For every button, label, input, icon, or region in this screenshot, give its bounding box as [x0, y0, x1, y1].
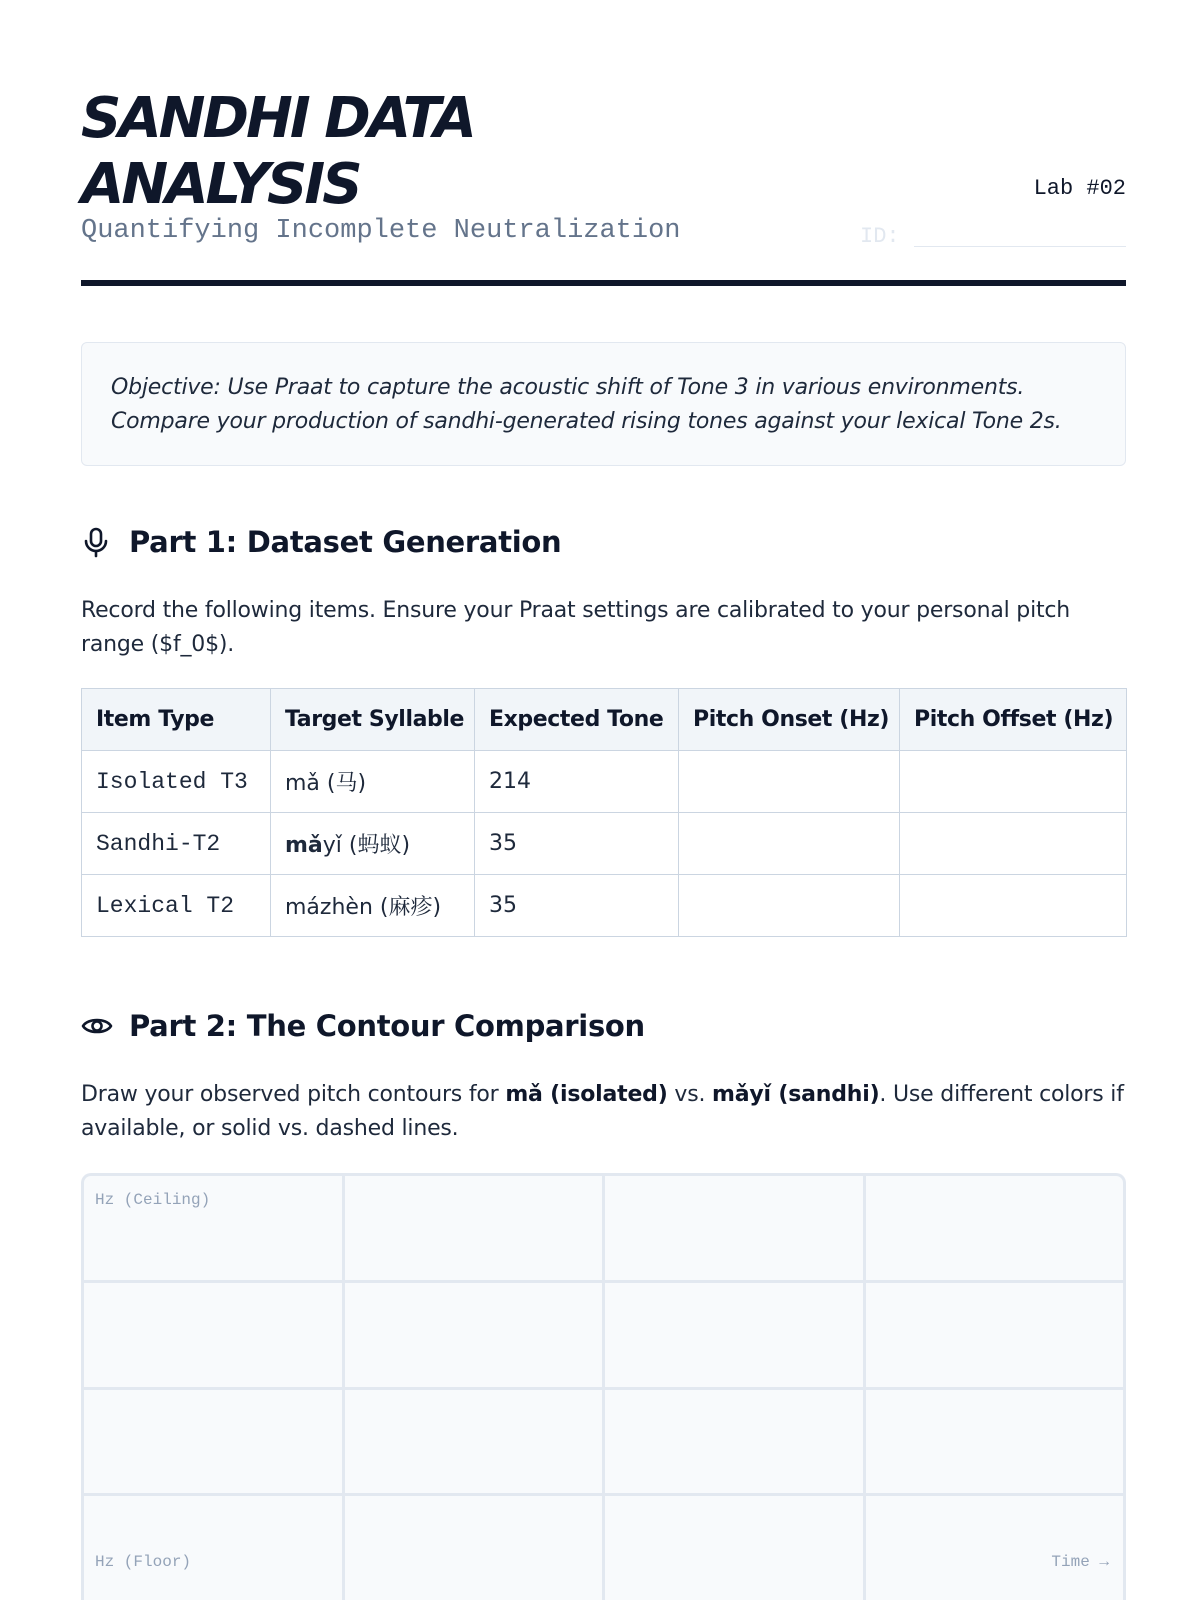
grid-cell	[345, 1283, 603, 1387]
objective-text: Objective: Use Praat to capture the acoustic shift of Tone 3 in various environments. Compare your production of sandhi-generated rising tones against your lexical Tone 2s.	[111, 375, 1062, 434]
header-target-syllable: Target Syllable	[271, 689, 475, 751]
page-title	[81, 86, 641, 218]
pitch-offset-input[interactable]	[900, 751, 1127, 813]
title-line-2: ANALYSIS	[81, 152, 360, 217]
dataset-table	[81, 688, 1127, 937]
syllable-text: mǎ (马)	[285, 771, 367, 796]
label-hz-ceiling: Hz (Ceiling)	[95, 1191, 211, 1209]
label-time: Time →	[1051, 1553, 1109, 1571]
tone-cell: 214	[475, 751, 679, 813]
pitch-offset-input[interactable]	[900, 875, 1127, 937]
instr-bold-isolated: mǎ (isolated)	[505, 1082, 668, 1107]
header-pitch-offset: Pitch Offset (Hz)	[900, 689, 1127, 751]
instr-pre: Draw your observed pitch contours for	[81, 1082, 506, 1107]
item-type-cell: Isolated T3	[82, 751, 271, 813]
grid-cell	[84, 1496, 342, 1600]
instr-bold-sandhi: mǎyǐ (sandhi)	[712, 1082, 880, 1107]
tone-cell: 35	[475, 875, 679, 937]
id-label: ID:	[860, 224, 900, 249]
title-line-1: SANDHI DATA	[81, 86, 474, 151]
grid-cell	[84, 1283, 342, 1387]
table-row	[82, 813, 1127, 875]
grid-cell	[866, 1390, 1124, 1494]
grid-cell	[345, 1390, 603, 1494]
header-expected-tone: Expected Tone	[475, 689, 679, 751]
syllable-text: yǐ (蚂蚁)	[322, 833, 411, 858]
instr-mid: vs.	[667, 1082, 713, 1107]
contour-grid[interactable]	[81, 1173, 1126, 1600]
item-type-cell: Sandhi-T2	[82, 813, 271, 875]
grid-cell	[605, 1496, 863, 1600]
lab-number: Lab #02	[1033, 176, 1126, 201]
label-hz-floor: Hz (Floor)	[95, 1553, 192, 1571]
header-pitch-onset: Pitch Onset (Hz)	[679, 689, 900, 751]
pitch-onset-input[interactable]	[679, 813, 900, 875]
part2-instructions	[81, 1078, 1126, 1146]
id-field-line[interactable]	[914, 246, 1126, 247]
syllable-bold: mǎ	[285, 833, 323, 858]
pitch-onset-input[interactable]	[679, 875, 900, 937]
worksheet-page	[81, 0, 1126, 1571]
eye-icon	[81, 1010, 111, 1042]
grid-cell	[605, 1283, 863, 1387]
header	[81, 0, 1126, 290]
table-header-row	[82, 689, 1127, 751]
page-subtitle: Quantifying Incomplete Neutralization	[81, 216, 681, 246]
header-divider	[81, 280, 1126, 286]
part2-heading	[81, 1009, 645, 1043]
microphone-icon	[81, 526, 111, 558]
part2-title: Part 2: The Contour Comparison	[129, 1009, 645, 1043]
pitch-offset-input[interactable]	[900, 813, 1127, 875]
grid-cell	[866, 1176, 1124, 1280]
table-row	[82, 751, 1127, 813]
syllable-text: mázhèn (麻疹)	[285, 895, 442, 920]
part1-title: Part 1: Dataset Generation	[129, 525, 562, 559]
grid-cell	[345, 1176, 603, 1280]
syllable-cell	[271, 751, 475, 813]
syllable-cell	[271, 875, 475, 937]
objective-box	[81, 342, 1126, 466]
pitch-onset-input[interactable]	[679, 751, 900, 813]
header-item-type: Item Type	[82, 689, 271, 751]
table-row	[82, 875, 1127, 937]
item-type-cell: Lexical T2	[82, 875, 271, 937]
tone-cell: 35	[475, 813, 679, 875]
instr-post: . Use different colors if available, or solid vs. dashed lines.	[81, 1082, 1124, 1141]
grid-cell	[605, 1390, 863, 1494]
grid-cell	[866, 1496, 1124, 1600]
grid-cell	[84, 1390, 342, 1494]
part1-instructions: Record the following items. Ensure your Praat settings are calibrated to your personal pitch range ($f_0$).	[81, 598, 1071, 657]
part1-heading	[81, 525, 561, 559]
syllable-cell	[271, 813, 475, 875]
grid-cells	[84, 1176, 1123, 1600]
grid-cell	[866, 1283, 1124, 1387]
grid-cell	[345, 1496, 603, 1600]
grid-cell	[605, 1176, 863, 1280]
